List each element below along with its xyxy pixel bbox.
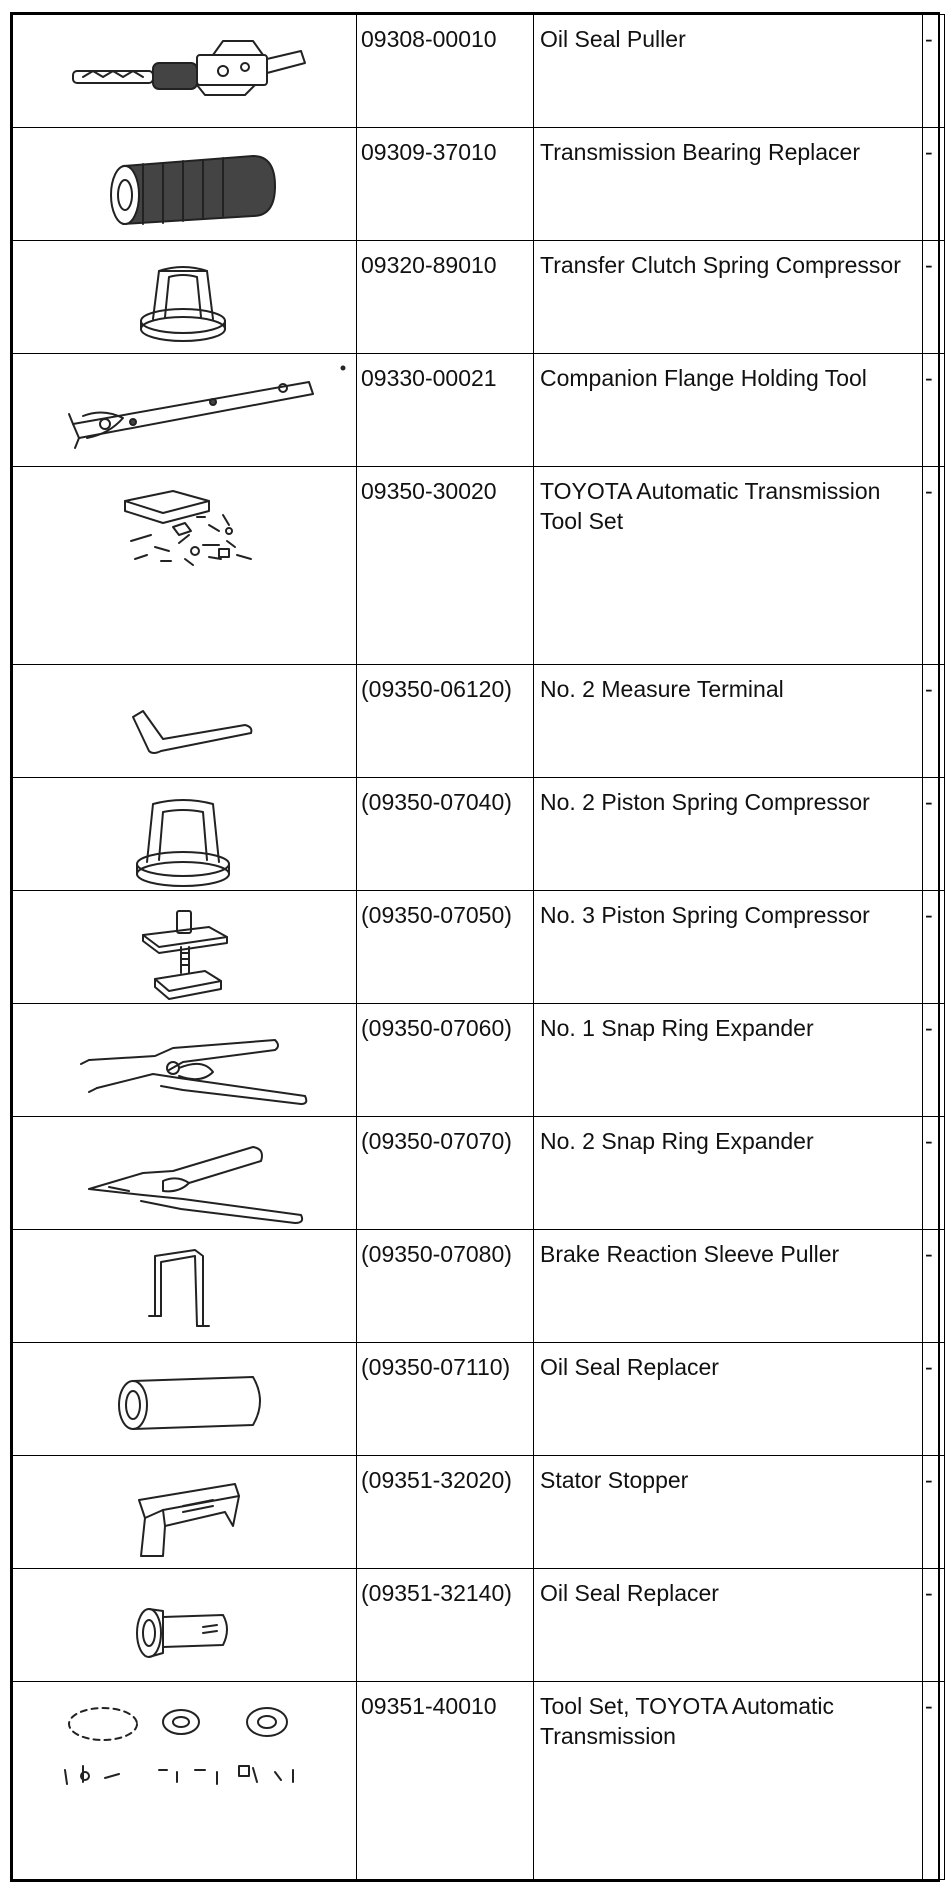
tool-name: Stator Stopper: [540, 1466, 689, 1493]
table-row: [13, 890, 945, 1003]
tool-set-parts-icon: [13, 1682, 356, 1806]
tool-name: Tool Set, TOYOTA Automatic Transmission: [540, 1693, 835, 1749]
tool-name: Companion Flange Holding Tool: [540, 365, 867, 392]
note-cell: -: [925, 26, 933, 52]
tool-name: No. 2 Snap Ring Expander: [540, 1127, 814, 1154]
part-number: 09308-00010: [361, 26, 497, 52]
oil-seal-replacer-icon: [13, 1569, 356, 1693]
tool-name: Transmission Bearing Replacer: [540, 139, 861, 166]
table-row: [13, 1682, 945, 1880]
table-row: [13, 664, 945, 777]
note-cell: -: [925, 139, 933, 166]
transmission-tool-set-icon: [13, 467, 356, 591]
note-cell: -: [925, 1693, 933, 1719]
part-number: 09351-40010: [361, 1693, 497, 1719]
part-number: (09351-32020): [361, 1466, 512, 1493]
tools-table: [12, 14, 945, 1880]
part-number: 09350-30020: [361, 478, 497, 505]
table-row: [13, 1568, 945, 1681]
part-number: (09350-07110): [361, 1353, 511, 1380]
part-number: (09350-07080): [361, 1240, 512, 1267]
tool-name: Oil Seal Replacer: [540, 1353, 719, 1380]
note-cell: -: [925, 901, 933, 928]
table-row: [13, 241, 945, 354]
tool-name: Oil Seal Replacer: [540, 1579, 719, 1606]
table-row: [13, 1229, 945, 1342]
part-number: (09350-07050): [361, 901, 512, 928]
note-cell: -: [925, 252, 933, 279]
tool-name: Brake Reaction Sleeve Puller: [540, 1240, 840, 1267]
transfer-clutch-spring-compressor-icon: [13, 241, 356, 365]
part-number: (09351-32140): [361, 1579, 512, 1606]
tool-name: No. 3 Piston Spring Compressor: [540, 901, 870, 928]
table-row: [13, 128, 945, 241]
snap-ring-expander-large-icon: [13, 1117, 356, 1241]
note-cell: -: [925, 1127, 933, 1154]
oil-seal-replacer-tube-icon: [13, 1343, 356, 1467]
table-row: [13, 1342, 945, 1455]
part-number: (09350-07040): [361, 788, 512, 815]
sleeve-puller-icon: [13, 1230, 356, 1354]
companion-flange-holding-tool-icon: [13, 354, 356, 478]
tool-name: Oil Seal Puller: [540, 26, 686, 52]
note-cell: -: [925, 1014, 933, 1041]
note-cell: -: [925, 1466, 933, 1493]
note-cell: -: [925, 1579, 933, 1606]
oil-seal-puller-icon: [13, 15, 356, 139]
table-row: [13, 1003, 945, 1116]
part-number: 09309-37010: [361, 139, 497, 166]
note-cell: -: [925, 478, 933, 505]
tool-name: No. 2 Piston Spring Compressor: [540, 788, 870, 815]
note-cell: -: [925, 788, 933, 815]
part-number: (09350-07070): [361, 1127, 512, 1154]
special-tools-table: [10, 12, 940, 1882]
part-number: (09350-07060): [361, 1014, 512, 1041]
snap-ring-expander-icon: [13, 1004, 356, 1128]
tool-name: No. 2 Measure Terminal: [540, 675, 784, 702]
part-number: 09330-00021: [361, 365, 497, 392]
measure-terminal-icon: [13, 665, 356, 789]
table-row: [13, 777, 945, 890]
note-cell: -: [925, 675, 933, 702]
part-number: (09350-06120): [361, 675, 512, 702]
tool-name: TOYOTA Automatic Transmission Tool Set: [540, 478, 881, 535]
table-row: [13, 354, 945, 467]
part-number: 09320-89010: [361, 252, 497, 279]
piston-spring-compressor-plate-icon: [13, 891, 356, 1015]
table-row: [13, 15, 945, 128]
note-cell: -: [925, 365, 933, 392]
note-cell: -: [925, 1240, 933, 1267]
table-row: [13, 467, 945, 665]
tool-name: No. 1 Snap Ring Expander: [540, 1014, 814, 1041]
piston-spring-compressor-icon: [13, 778, 356, 902]
table-row: [13, 1116, 945, 1229]
note-cell: -: [925, 1353, 933, 1380]
table-row: [13, 1455, 945, 1568]
stator-stopper-icon: [13, 1456, 356, 1580]
tool-name: Transfer Clutch Spring Compressor: [540, 252, 901, 279]
transmission-bearing-replacer-icon: [13, 128, 356, 252]
